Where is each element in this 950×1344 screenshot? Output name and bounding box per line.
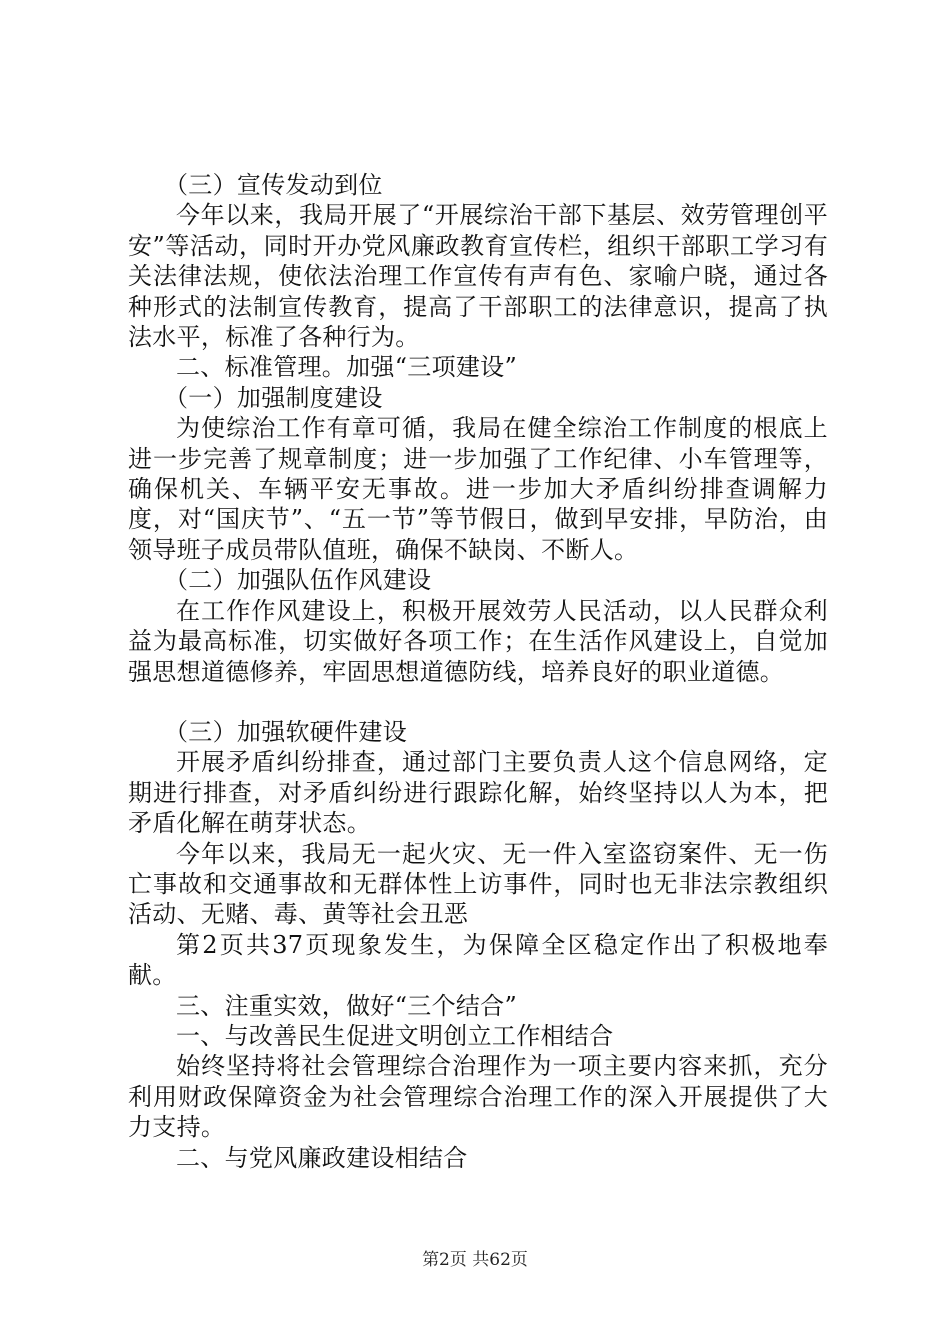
paragraph: 始终坚持将社会管理综合治理作为一项主要内容来抓，充分利用财政保障资金为社会管理综合治理工作的深入开展提供了大力支持。 — [128, 1052, 828, 1142]
section-heading: （三）宣传发动到位 — [164, 171, 383, 199]
paragraph: 今年以来，我局开展了“开展综治干部下基层、效劳管理创平安”等活动，同时开办党风廉政教育宣传栏，组织干部职工学习有关法律法规，使依法治理工作宣传有声有色、家喻户晓，通过各种形式的法制宣传教育，提高了干部职工的法律意识，提高了执法水平，标准了各种行为。 — [128, 201, 828, 352]
paragraph: 开展矛盾纠纷排查，通过部门主要负责人这个信息网络，定期进行排查，对矛盾纠纷进行跟踪化解，始终坚持以人为本，把矛盾化解在萌芽状态。 — [128, 748, 828, 838]
section-heading: 二、与党风廉政建设相结合 — [176, 1143, 468, 1172]
document-body — [128, 170, 828, 1173]
section-heading: （二）加强队伍作风建设 — [164, 566, 432, 595]
paragraph: 今年以来，我局无一起火灾、无一件入室盗窃案件、无一伤亡事故和交通事故和无群体性上访事件，同时也无非法宗教组织活动、无赌、毒、黄等社会丑恶 — [128, 839, 828, 929]
section-heading: （三）加强软硬件建设 — [164, 717, 407, 746]
paragraph: 在工作作风建设上，积极开展效劳人民活动，以人民群众利益为最高标准，切实做好各项工作；在生活作风建设上，自觉加强思想道德修养，牢固思想道德防线，培养良好的职业道德。 — [128, 596, 828, 686]
paragraph: 第2页共37页现象发生，为保障全区稳定作出了积极地奉献。 — [128, 930, 828, 990]
section-heading: 二、标准管理。加强“三项建设” — [176, 353, 518, 382]
paragraph: 为使综治工作有章可循，我局在健全综治工作制度的根底上进一步完善了规章制度；进一步加强了工作纪律、小车管理等，确保机关、车辆平安无事故。进一步加大矛盾纠纷排查调解力度，对“国庆节”、“五一节”等节假日，做到早安排，早防治，由领导班子成员带队值班，确保不缺岗、不断人。 — [128, 414, 828, 564]
page-footer: 第2页 共62页 — [422, 1250, 528, 1270]
section-heading: （一）加强制度建设 — [164, 383, 383, 412]
section-heading: 三、注重实效，做好“三个结合” — [176, 991, 518, 1020]
section-heading: 一、与改善民生促进文明创立工作相结合 — [176, 1021, 614, 1050]
